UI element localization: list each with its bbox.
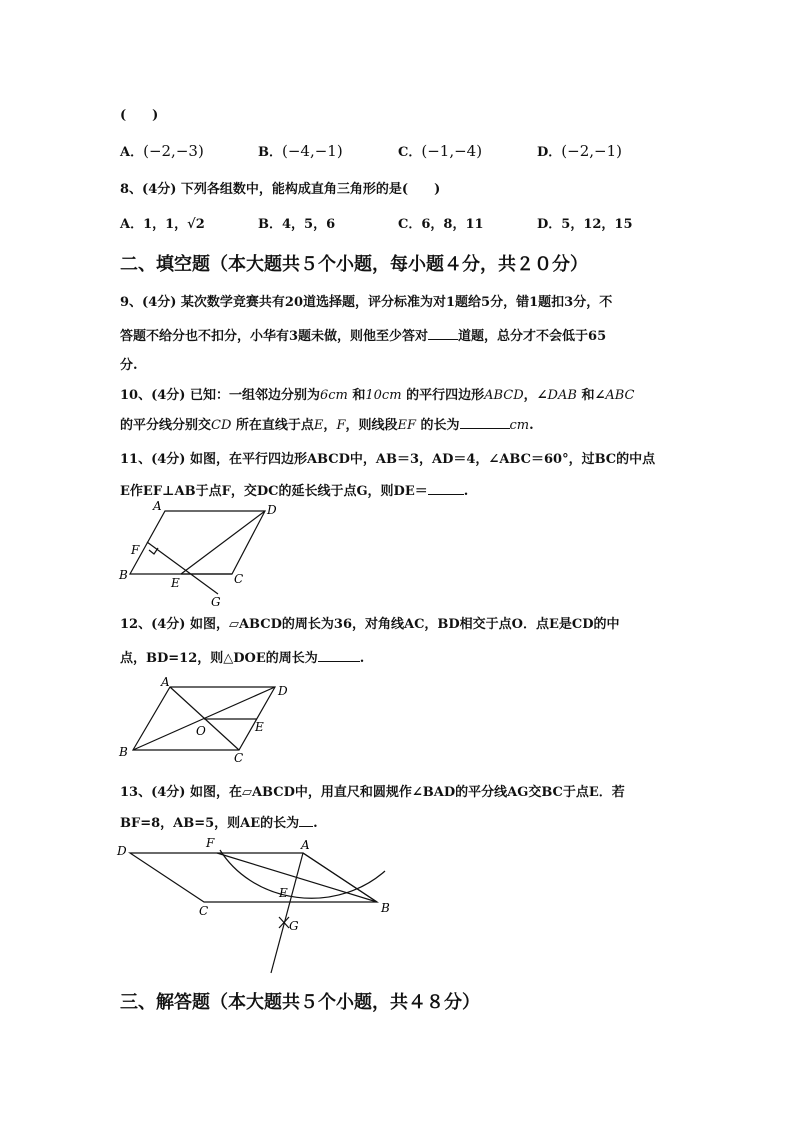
q8-option-d: D．5，12，15 xyxy=(537,217,633,232)
q12-answer-blank[interactable] xyxy=(318,649,360,662)
q7-option-a: A．(−2,−3) xyxy=(120,142,204,160)
q13-line-2: BF=8，AB=5，则AE的长为 . xyxy=(120,816,318,831)
q13-label-g: G xyxy=(289,919,299,933)
q12-line-1: 12、(4分) 如图，▱ABCD的周长为36，对角线AC，BD相交于点O．点E是CD的中 xyxy=(120,617,620,632)
q12-figure xyxy=(115,674,300,764)
q13-label-c: C xyxy=(199,904,209,918)
section-fill-blank-heading: 二、填空题（本大题共５个小题，每小题４分，共２０分） xyxy=(120,254,588,275)
q12-label-c: C xyxy=(234,751,244,765)
q9-line-3: 分. xyxy=(120,358,138,373)
q9-answer-blank[interactable] xyxy=(428,327,458,340)
q8-option-c: C．6，8，11 xyxy=(398,217,484,232)
q12-label-a: A xyxy=(161,675,170,689)
q11-answer-blank[interactable] xyxy=(428,482,464,495)
q13-label-e: E xyxy=(279,886,288,900)
q11-label-g: G xyxy=(211,595,221,609)
q13-figure xyxy=(115,835,395,980)
q13-label-d: D xyxy=(117,844,127,858)
q9-line-2: 答题不给分也不扣分，小华有3题未做，则他至少答对 道题，总分才不会低于65 xyxy=(120,329,607,344)
q12-line-2: 点，BD=12，则△DOE的周长为 . xyxy=(120,651,365,666)
q7-option-c: C．(−1,−4) xyxy=(398,142,483,160)
q11-line-1: 11、(4分) 如图，在平行四边形ABCD中，AB＝3，AD＝4，∠ABC＝60°，过BC的中点 xyxy=(120,452,656,467)
q11-label-f: F xyxy=(131,543,140,557)
q11-label-a: A xyxy=(153,499,162,513)
q11-label-b: B xyxy=(119,568,128,582)
q11-label-d: D xyxy=(267,503,277,517)
q10-line-1: 10、(4分) 已知：一组邻边分别为6cm 和10cm 的平行四边形ABCD，∠DAB 和∠ABC xyxy=(120,388,635,403)
q11-label-c: C xyxy=(234,572,244,586)
q10-answer-blank[interactable] xyxy=(460,416,510,429)
q13-label-b: B xyxy=(381,901,390,915)
q8-option-a: A．1，1，√2 xyxy=(120,217,205,232)
q12-label-e: E xyxy=(255,720,264,734)
q11-figure xyxy=(115,500,290,610)
q8-stem: 8、(4分) 下列各组数中，能构成直角三角形的是( ) xyxy=(120,182,441,197)
q10-line-2: 的平分线分别交CD 所在直线于点E，F，则线段EF 的长为 cm. xyxy=(120,418,534,433)
q11-line-2: E作EF⊥AB于点F，交DC的延长线于点G，则DE＝ . xyxy=(120,484,469,499)
q9-line-1: 9、(4分) 某次数学竞赛共有20道选择题，评分标准为对1题给5分，错1题扣3分，不 xyxy=(120,295,613,310)
q8-option-b: B．4，5，6 xyxy=(258,217,336,232)
q13-line-1: 13、(4分) 如图，在▱ABCD中，用直尺和圆规作∠BAD的平分线AG交BC于点E．若 xyxy=(120,785,625,800)
q12-label-o: O xyxy=(196,724,206,738)
q13-label-f: F xyxy=(206,836,215,850)
q13-answer-blank[interactable] xyxy=(299,814,313,827)
q7-option-b: B．(−4,−1) xyxy=(258,142,343,160)
q12-label-b: B xyxy=(119,745,128,759)
q7-option-d: D．(−2,−1) xyxy=(537,142,622,160)
section-solve-heading: 三、解答题（本大题共５个小题，共４８分） xyxy=(120,992,480,1013)
q11-label-e: E xyxy=(171,576,180,590)
q13-label-a: A xyxy=(301,838,310,852)
q7-bracket: ( ) xyxy=(120,108,159,123)
q12-label-d: D xyxy=(278,684,288,698)
